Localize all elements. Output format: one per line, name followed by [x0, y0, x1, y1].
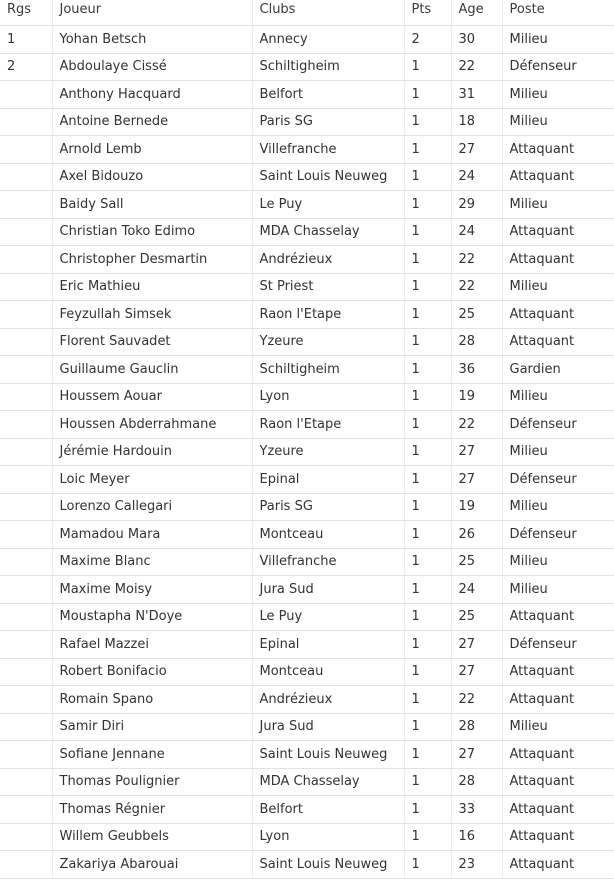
cell-player: Florent Sauvadet	[52, 328, 252, 356]
cell-position: Attaquant	[502, 246, 614, 274]
cell-player: Thomas Poulignier	[52, 768, 252, 796]
cell-player: Anthony Hacquard	[52, 81, 252, 109]
cell-club: Epinal	[252, 631, 404, 659]
cell-club: Lyon	[252, 823, 404, 851]
cell-age: 23	[451, 851, 502, 879]
cell-club: Villefranche	[252, 548, 404, 576]
cell-player: Zakariya Abarouai	[52, 851, 252, 879]
cell-player: Moustapha N'Doye	[52, 603, 252, 631]
cell-age: 24	[451, 218, 502, 246]
cell-rank	[0, 521, 52, 549]
cell-points: 1	[404, 108, 451, 136]
table-row	[0, 631, 614, 659]
cell-age: 29	[451, 191, 502, 219]
cell-rank	[0, 273, 52, 301]
cell-points: 1	[404, 493, 451, 521]
cell-age: 25	[451, 603, 502, 631]
table-row	[0, 576, 614, 604]
cell-age: 27	[451, 136, 502, 164]
table-row	[0, 218, 614, 246]
cell-player: Romain Spano	[52, 686, 252, 714]
cell-points: 1	[404, 191, 451, 219]
table-row	[0, 191, 614, 219]
cell-player: Antoine Bernede	[52, 108, 252, 136]
cell-position: Milieu	[502, 713, 614, 741]
cell-position: Milieu	[502, 81, 614, 109]
cell-age: 31	[451, 81, 502, 109]
cell-club: Andrézieux	[252, 686, 404, 714]
cell-age: 27	[451, 658, 502, 686]
cell-position: Milieu	[502, 548, 614, 576]
cell-player: Feyzullah Simsek	[52, 301, 252, 329]
table-row	[0, 53, 614, 81]
cell-player: Willem Geubbels	[52, 823, 252, 851]
cell-age: 18	[451, 108, 502, 136]
header-player: Joueur	[52, 0, 252, 26]
cell-club: Villefranche	[252, 136, 404, 164]
cell-position: Milieu	[502, 438, 614, 466]
cell-position: Attaquant	[502, 741, 614, 769]
cell-position: Attaquant	[502, 851, 614, 879]
cell-player: Loic Meyer	[52, 466, 252, 494]
cell-player: Christopher Desmartin	[52, 246, 252, 274]
cell-age: 36	[451, 356, 502, 384]
cell-points: 1	[404, 658, 451, 686]
cell-points: 1	[404, 741, 451, 769]
cell-age: 16	[451, 823, 502, 851]
cell-rank	[0, 466, 52, 494]
cell-rank	[0, 631, 52, 659]
cell-age: 22	[451, 686, 502, 714]
cell-rank	[0, 438, 52, 466]
cell-points: 2	[404, 26, 451, 54]
cell-player: Arnold Lemb	[52, 136, 252, 164]
cell-age: 27	[451, 631, 502, 659]
cell-position: Attaquant	[502, 603, 614, 631]
cell-points: 1	[404, 851, 451, 879]
cell-position: Attaquant	[502, 796, 614, 824]
cell-age: 26	[451, 521, 502, 549]
cell-club: Epinal	[252, 466, 404, 494]
cell-position: Attaquant	[502, 136, 614, 164]
table-row	[0, 713, 614, 741]
table-body	[0, 26, 614, 879]
cell-rank	[0, 713, 52, 741]
cell-points: 1	[404, 136, 451, 164]
cell-position: Milieu	[502, 108, 614, 136]
cell-age: 25	[451, 301, 502, 329]
cell-rank	[0, 603, 52, 631]
cell-points: 1	[404, 466, 451, 494]
cell-rank: 2	[0, 53, 52, 81]
cell-age: 22	[451, 273, 502, 301]
cell-position: Milieu	[502, 191, 614, 219]
table-row	[0, 356, 614, 384]
cell-club: Le Puy	[252, 603, 404, 631]
cell-position: Défenseur	[502, 466, 614, 494]
table-row	[0, 26, 614, 54]
cell-club: Schiltigheim	[252, 356, 404, 384]
table-row	[0, 438, 614, 466]
table-row	[0, 851, 614, 879]
cell-position: Attaquant	[502, 768, 614, 796]
cell-points: 1	[404, 713, 451, 741]
cell-points: 1	[404, 823, 451, 851]
table-row	[0, 658, 614, 686]
cell-position: Milieu	[502, 383, 614, 411]
cell-position: Attaquant	[502, 301, 614, 329]
table-row	[0, 493, 614, 521]
table-row	[0, 823, 614, 851]
cell-player: Jérémie Hardouin	[52, 438, 252, 466]
cell-rank	[0, 576, 52, 604]
cell-age: 25	[451, 548, 502, 576]
cell-position: Attaquant	[502, 218, 614, 246]
cell-points: 1	[404, 548, 451, 576]
cell-position: Attaquant	[502, 658, 614, 686]
cell-points: 1	[404, 53, 451, 81]
cell-club: Schiltigheim	[252, 53, 404, 81]
cell-rank	[0, 356, 52, 384]
cell-player: Maxime Moisy	[52, 576, 252, 604]
cell-club: Lyon	[252, 383, 404, 411]
cell-position: Milieu	[502, 273, 614, 301]
cell-player: Eric Mathieu	[52, 273, 252, 301]
cell-position: Attaquant	[502, 823, 614, 851]
cell-position: Milieu	[502, 493, 614, 521]
cell-club: Annecy	[252, 26, 404, 54]
cell-points: 1	[404, 603, 451, 631]
table-row	[0, 108, 614, 136]
table-row	[0, 81, 614, 109]
cell-points: 1	[404, 796, 451, 824]
table-row	[0, 383, 614, 411]
cell-club: Saint Louis Neuweg	[252, 851, 404, 879]
cell-player: Thomas Régnier	[52, 796, 252, 824]
cell-club: Paris SG	[252, 108, 404, 136]
cell-player: Houssem Aouar	[52, 383, 252, 411]
cell-rank	[0, 191, 52, 219]
cell-points: 1	[404, 438, 451, 466]
cell-club: Jura Sud	[252, 576, 404, 604]
cell-position: Défenseur	[502, 53, 614, 81]
cell-rank	[0, 658, 52, 686]
cell-age: 27	[451, 438, 502, 466]
cell-club: Montceau	[252, 658, 404, 686]
cell-player: Lorenzo Callegari	[52, 493, 252, 521]
cell-player: Rafael Mazzei	[52, 631, 252, 659]
cell-club: MDA Chasselay	[252, 218, 404, 246]
cell-points: 1	[404, 383, 451, 411]
header-points: Pts	[404, 0, 451, 26]
cell-club: Belfort	[252, 796, 404, 824]
cell-points: 1	[404, 631, 451, 659]
cell-club: Paris SG	[252, 493, 404, 521]
cell-age: 24	[451, 163, 502, 191]
cell-age: 33	[451, 796, 502, 824]
cell-player: Abdoulaye Cissé	[52, 53, 252, 81]
cell-points: 1	[404, 163, 451, 191]
cell-rank	[0, 796, 52, 824]
cell-club: Andrézieux	[252, 246, 404, 274]
cell-player: Axel Bidouzo	[52, 163, 252, 191]
cell-rank	[0, 108, 52, 136]
cell-age: 19	[451, 383, 502, 411]
cell-position: Gardien	[502, 356, 614, 384]
table-row	[0, 466, 614, 494]
cell-rank	[0, 301, 52, 329]
cell-club: Yzeure	[252, 438, 404, 466]
cell-position: Défenseur	[502, 411, 614, 439]
cell-club: Saint Louis Neuweg	[252, 163, 404, 191]
table-row	[0, 273, 614, 301]
cell-rank	[0, 136, 52, 164]
cell-player: Guillaume Gauclin	[52, 356, 252, 384]
cell-points: 1	[404, 768, 451, 796]
cell-age: 28	[451, 713, 502, 741]
cell-points: 1	[404, 356, 451, 384]
cell-rank: 1	[0, 26, 52, 54]
cell-points: 1	[404, 273, 451, 301]
header-rank: Rgs	[0, 0, 52, 26]
cell-club: MDA Chasselay	[252, 768, 404, 796]
cell-club: Jura Sud	[252, 713, 404, 741]
cell-age: 24	[451, 576, 502, 604]
cell-rank	[0, 851, 52, 879]
cell-position: Défenseur	[502, 521, 614, 549]
cell-club: Belfort	[252, 81, 404, 109]
cell-age: 22	[451, 411, 502, 439]
cell-points: 1	[404, 246, 451, 274]
header-position: Poste	[502, 0, 614, 26]
cell-rank	[0, 328, 52, 356]
cell-position: Attaquant	[502, 163, 614, 191]
cell-age: 30	[451, 26, 502, 54]
cell-player: Yohan Betsch	[52, 26, 252, 54]
cell-club: Raon l'Etape	[252, 301, 404, 329]
cell-rank	[0, 548, 52, 576]
cell-position: Défenseur	[502, 631, 614, 659]
cell-rank	[0, 686, 52, 714]
table-row	[0, 301, 614, 329]
cell-points: 1	[404, 301, 451, 329]
table-row	[0, 741, 614, 769]
table-header-row	[0, 0, 614, 26]
cell-age: 28	[451, 768, 502, 796]
table-row	[0, 686, 614, 714]
table-row	[0, 246, 614, 274]
header-club: Clubs	[252, 0, 404, 26]
cell-player: Robert Bonifacio	[52, 658, 252, 686]
cell-points: 1	[404, 328, 451, 356]
cell-age: 22	[451, 246, 502, 274]
header-age: Age	[451, 0, 502, 26]
cell-player: Baidy Sall	[52, 191, 252, 219]
cell-rank	[0, 741, 52, 769]
cell-position: Milieu	[502, 26, 614, 54]
cell-club: Yzeure	[252, 328, 404, 356]
cell-rank	[0, 246, 52, 274]
cell-points: 1	[404, 218, 451, 246]
cell-player: Sofiane Jennane	[52, 741, 252, 769]
cell-player: Samir Diri	[52, 713, 252, 741]
cell-points: 1	[404, 686, 451, 714]
cell-player: Christian Toko Edimo	[52, 218, 252, 246]
cell-position: Attaquant	[502, 686, 614, 714]
table-row	[0, 163, 614, 191]
cell-rank	[0, 823, 52, 851]
cell-points: 1	[404, 576, 451, 604]
cell-club: Montceau	[252, 521, 404, 549]
cell-points: 1	[404, 81, 451, 109]
table-row	[0, 411, 614, 439]
cell-points: 1	[404, 521, 451, 549]
table-row	[0, 768, 614, 796]
cell-age: 27	[451, 741, 502, 769]
cell-club: St Priest	[252, 273, 404, 301]
cell-age: 22	[451, 53, 502, 81]
table-row	[0, 796, 614, 824]
cell-rank	[0, 768, 52, 796]
cell-age: 28	[451, 328, 502, 356]
table-row	[0, 521, 614, 549]
cell-position: Milieu	[502, 576, 614, 604]
cell-age: 27	[451, 466, 502, 494]
cell-player: Houssen Abderrahmane	[52, 411, 252, 439]
cell-points: 1	[404, 411, 451, 439]
table-row	[0, 136, 614, 164]
cell-rank	[0, 493, 52, 521]
cell-rank	[0, 218, 52, 246]
cell-player: Maxime Blanc	[52, 548, 252, 576]
table-row	[0, 328, 614, 356]
cell-rank	[0, 411, 52, 439]
cell-position: Attaquant	[502, 328, 614, 356]
cell-club: Raon l'Etape	[252, 411, 404, 439]
cell-club: Saint Louis Neuweg	[252, 741, 404, 769]
table-row	[0, 603, 614, 631]
table-row	[0, 548, 614, 576]
cell-rank	[0, 383, 52, 411]
cell-club: Le Puy	[252, 191, 404, 219]
cell-rank	[0, 163, 52, 191]
cell-rank	[0, 81, 52, 109]
cell-player: Mamadou Mara	[52, 521, 252, 549]
cell-age: 19	[451, 493, 502, 521]
